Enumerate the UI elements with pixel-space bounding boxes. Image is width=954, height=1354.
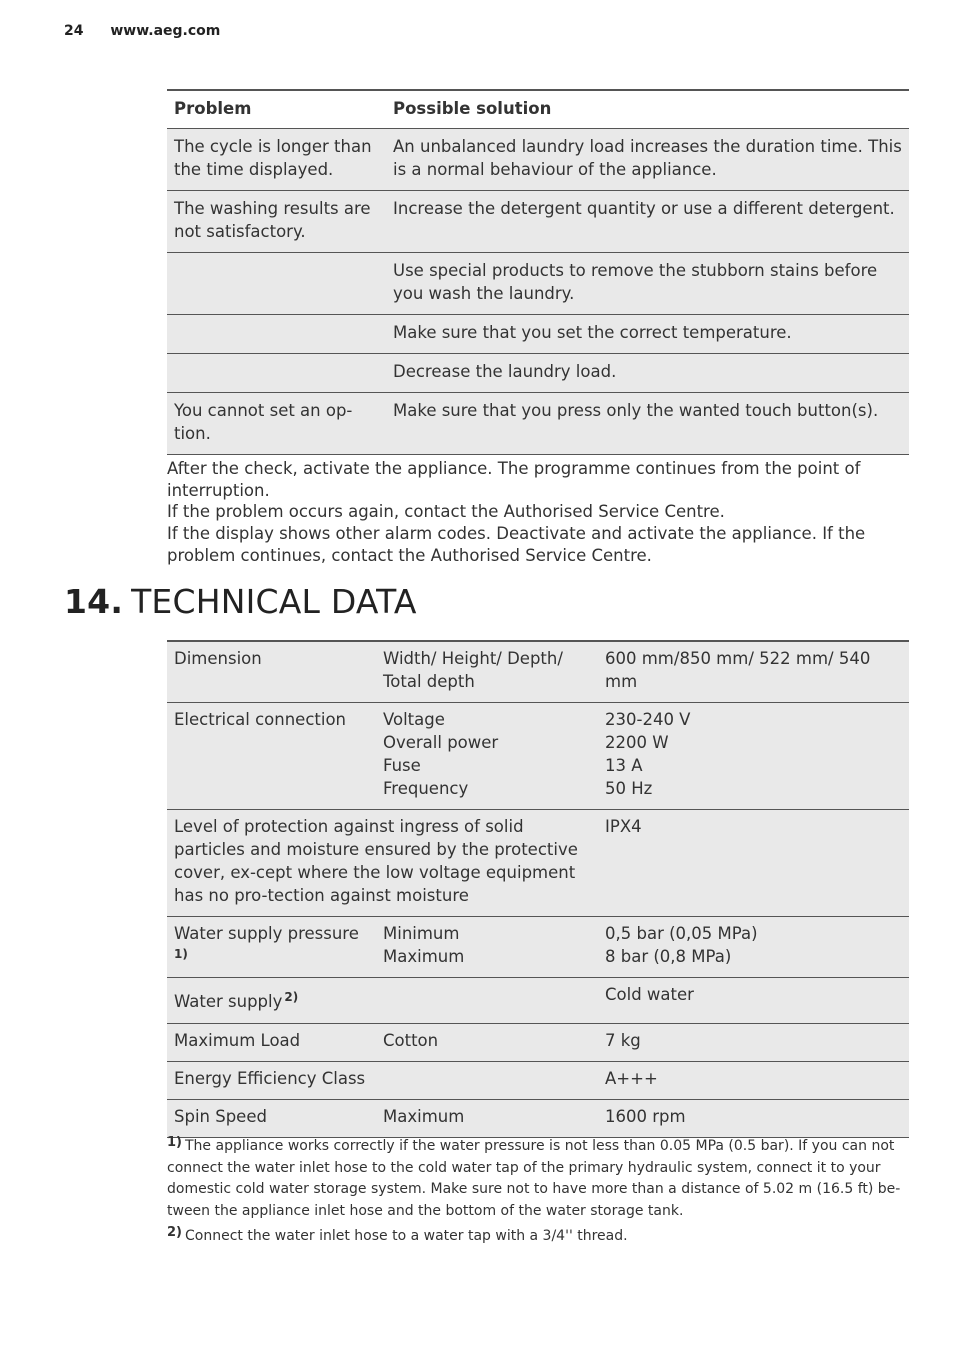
spec-param: Frequency: [383, 779, 469, 798]
paragraph: After the check, activate the appliance. The programme continues from the point of interruption.: [167, 459, 861, 500]
spec-param: Maximum: [383, 947, 465, 966]
spec-value: 50 Hz: [605, 779, 653, 798]
solution-cell: Decrease the laundry load.: [386, 354, 909, 393]
spec-value: IPX4: [598, 810, 909, 917]
spec-param: [376, 1062, 598, 1100]
solution-cell: Use special products to remove the stubborn stains before you wash the laundry.: [386, 253, 909, 315]
table-row: [167, 253, 909, 315]
table-header-row: [167, 90, 909, 129]
problem-cell: [167, 315, 386, 354]
table-row: [167, 191, 909, 253]
paragraph: If the problem occurs again, contact the Authorised Service Centre.: [167, 502, 725, 522]
spec-param: Maximum: [376, 1100, 598, 1138]
spec-label: Spin Speed: [167, 1100, 376, 1138]
solution-cell: Make sure that you press only the wanted touch button(s).: [386, 393, 909, 455]
after-check-text: [167, 458, 909, 567]
paragraph: If the display shows other alarm codes. Deactivate and activate the appliance. If the problem continues, contact the Authorised Service Centre.: [167, 524, 866, 565]
footnote: [167, 1226, 909, 1248]
table-row: [167, 1100, 909, 1138]
spec-param: Cotton: [376, 1024, 598, 1062]
solution-cell: Make sure that you set the correct temperature.: [386, 315, 909, 354]
problem-cell: The washing results are not satisfactory.: [167, 191, 386, 253]
table-row: [167, 978, 909, 1024]
table-row: [167, 354, 909, 393]
table-row: [167, 129, 909, 191]
spec-params: [376, 917, 598, 978]
spec-param: Fuse: [383, 756, 421, 775]
spec-value: 0,5 bar (0,05 MPa): [605, 924, 758, 943]
spec-value: 8 bar (0,8 MPa): [605, 947, 732, 966]
spec-label-cell: [167, 917, 376, 978]
spec-label: Maximum Load: [167, 1024, 376, 1062]
solution-cell: An unbalanced laundry load increases the duration time. This is a normal behaviour of the appliance.: [386, 129, 909, 191]
spec-param: Voltage: [383, 710, 445, 729]
footnote-mark: 1): [167, 1135, 182, 1150]
table-row: [167, 641, 909, 703]
footnote-ref[interactable]: 1): [174, 947, 188, 961]
column-header-solution: Possible solution: [386, 90, 909, 129]
spec-label: Water supply pressure: [174, 924, 359, 943]
footnotes: [167, 1136, 909, 1248]
spec-value: 2200 W: [605, 733, 669, 752]
spec-value: Cold water: [598, 978, 909, 1024]
table-row: [167, 1062, 909, 1100]
table-row: [167, 393, 909, 455]
section-title: TECHNICAL DATA: [131, 582, 417, 621]
spec-label: Water supply: [174, 992, 283, 1011]
spec-param: [376, 978, 598, 1024]
spec-params: [376, 703, 598, 810]
spec-value: 13 A: [605, 756, 643, 775]
spec-label-cell: [167, 978, 376, 1024]
spec-label: Level of protection against ingress of solid particles and moisture ensured by the protective cover, ex-cept where the low voltage equipment has no pro-tection against moisture: [167, 810, 598, 917]
spec-label: Dimension: [167, 641, 376, 703]
spec-param: Minimum: [383, 924, 460, 943]
table-row: [167, 917, 909, 978]
technical-data-table: [167, 640, 909, 1138]
footnote-ref[interactable]: 2): [284, 990, 299, 1004]
footnote: [167, 1136, 909, 1222]
footnote-text: The appliance works correctly if the water pressure is not less than 0.05 MPa (0.5 bar). If you can not connect the water inlet hose to the cold water tap of the primary hydraulic system, connect it to your domestic cold water storage system. Make sure not to have more than a distance of 5.02 m (16.5 ft) be-tween the appliance inlet hose and the bottom of the water storage tank.: [167, 1138, 901, 1219]
table-row: [167, 1024, 909, 1062]
spec-value: 1600 rpm: [598, 1100, 909, 1138]
table-row: [167, 810, 909, 917]
spec-label: Energy Efficiency Class: [167, 1062, 376, 1100]
section-number: 14.: [64, 582, 124, 621]
spec-values: [598, 917, 909, 978]
footnote-mark: 2): [167, 1225, 182, 1240]
footnote-text: Connect the water inlet hose to a water tap with a 3/4'' thread.: [185, 1228, 628, 1244]
table-row: [167, 703, 909, 810]
section-heading: [64, 582, 417, 621]
spec-param: Overall power: [383, 733, 499, 752]
problem-cell: You cannot set an op-tion.: [167, 393, 386, 455]
table-row: [167, 315, 909, 354]
problem-cell: [167, 253, 386, 315]
problem-cell: [167, 354, 386, 393]
page-header: [64, 23, 220, 39]
column-header-problem: Problem: [167, 90, 386, 129]
spec-value: A+++: [598, 1062, 909, 1100]
website-link[interactable]: www.aeg.com: [110, 23, 221, 39]
spec-value: 7 kg: [598, 1024, 909, 1062]
spec-label: Electrical connection: [167, 703, 376, 810]
spec-param: Width/ Height/ Depth/ Total depth: [376, 641, 598, 703]
page-number: 24: [64, 23, 84, 39]
spec-value: 600 mm/850 mm/ 522 mm/ 540 mm: [598, 641, 909, 703]
troubleshooting-table: [167, 89, 909, 455]
problem-cell: The cycle is longer than the time displayed.: [167, 129, 386, 191]
spec-value: 230-240 V: [605, 710, 691, 729]
solution-cell: Increase the detergent quantity or use a different detergent.: [386, 191, 909, 253]
spec-values: [598, 703, 909, 810]
